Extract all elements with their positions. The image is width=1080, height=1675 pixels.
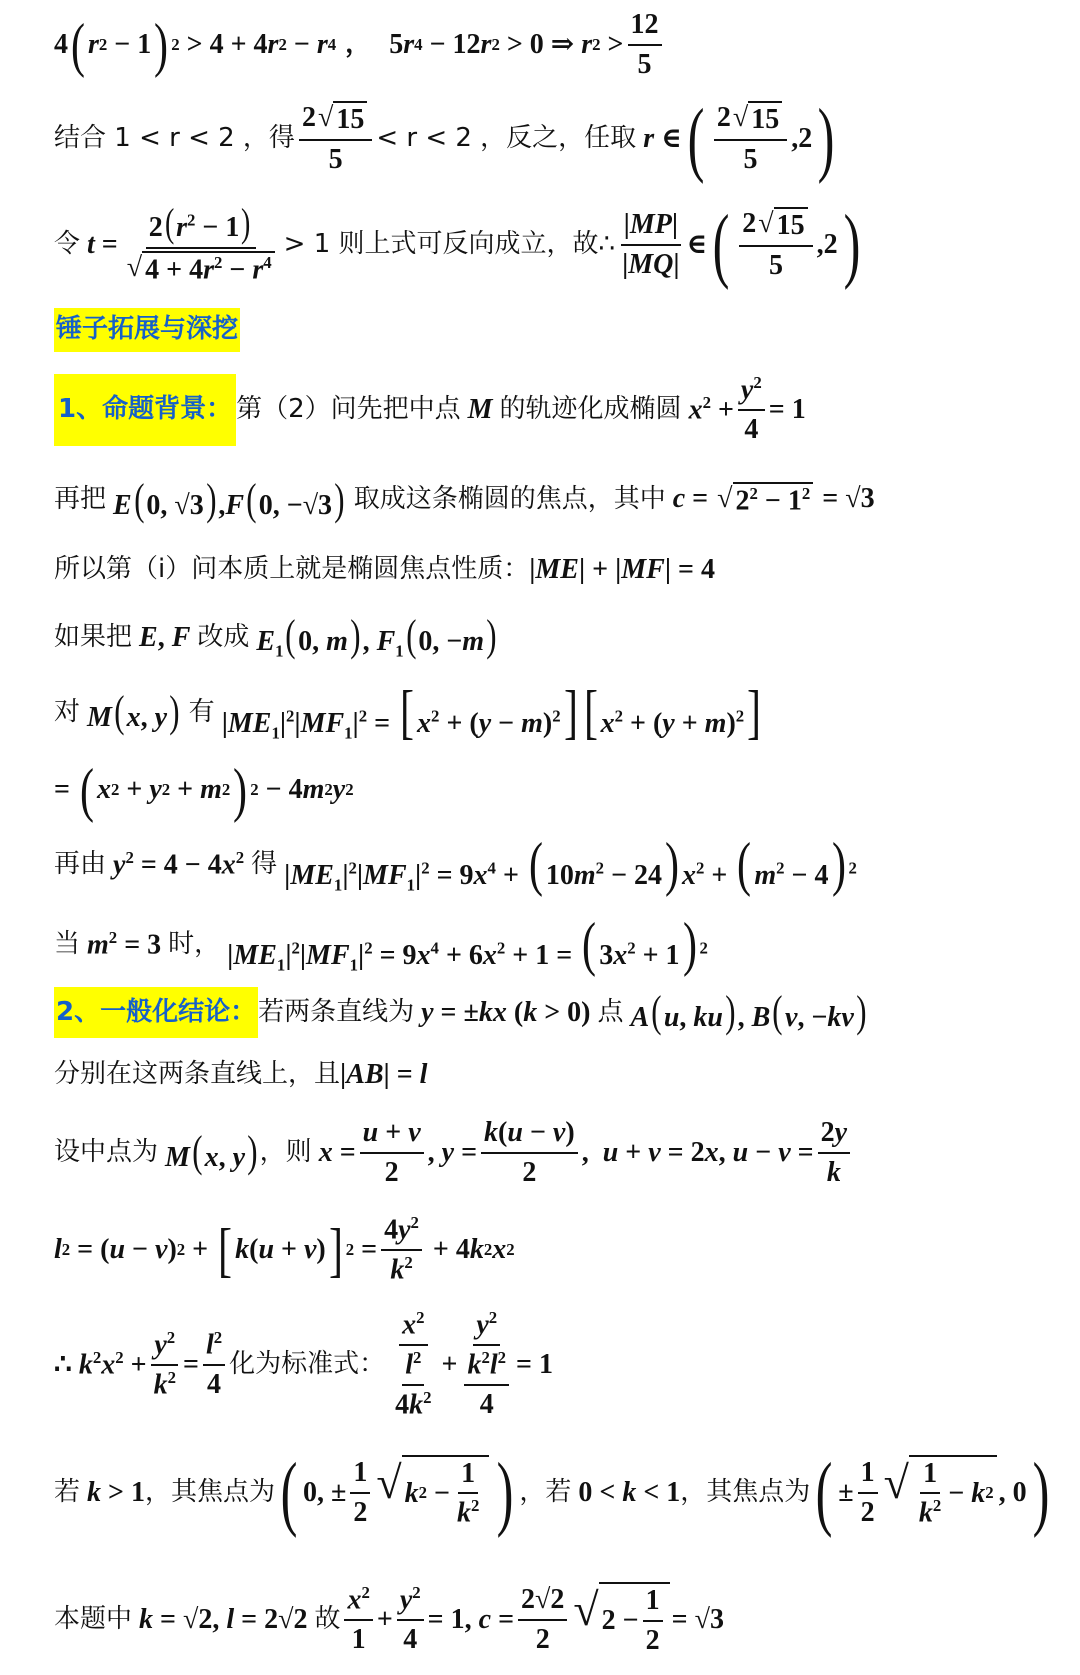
section-title: 锤子拓展与深挖 bbox=[54, 305, 1050, 355]
standard-form-line: ∴ $k^2x^2$ + $\frac{y^2}{k^2}$ = $\frac{l^2}{4}$ 化为标准式： $\frac{x^2}{\frac{l^2}{4k^2}}$ + $\frac{y^2}{\frac{k^2l^2}{4}}$ = 1 bbox=[54, 1308, 554, 1421]
equation-line-2: 结合 1 < r < 2 ，得 2 √ 15 5 < r < 2 ，反之，任取 r ∈ ( 2 √ 15 5 ,2 ) bbox=[54, 92, 835, 185]
equation-line-1: 4 ( r 2 − 1 ) 2 > 4 + 4 r 2 − r 4 ， 5 r 4 − 12 r 2 > 0 ⇒ r 2 > $\frac{12}{5}$ bbox=[54, 10, 1050, 80]
foci-line: 若 k > 1 ，其焦点为 ( 0, ± $\frac{1}{2}$ √ k 2 − $\frac{1}{k^2}$ ) ，若 0 < k < 1 ，其焦点为 ( ± $\frac{1}{2}$ √ $\frac{1}{k^2}$ − k 2 , 0 ) bbox=[54, 1445, 1050, 1539]
general-line: 2、一般化结论： 若两条直线为 y = ±kx (k > 0) 点 A(u, ku), B(v, −kv) bbox=[56, 987, 867, 1037]
midpoint-line: 设中点为 M(x, y) ，则 x = $\frac{u + v}{2}$ , y = $\frac{k(u - v)}{2}$ , u + v = 2x, u − v = $\frac{2y}{k}$ bbox=[54, 1110, 1050, 1195]
conclusion-line: 本题中 k = √2, l = 2√2 故 $\frac{x^2}{1}$ + $\frac{y^2}{4}$ = 1, c = $\frac{2√2}{2}$ √ 2 − $\frac{1}{2}$ = √3 bbox=[54, 1583, 724, 1656]
background-line: 1、命题背景： 第（2）问先把中点 M 的轨迹化成椭圆 $x^2$ + $\frac{y^2}{4}$ = 1 bbox=[54, 370, 1050, 450]
expand-line: = ( x 2 + y 2 + m 2 ) 2 − 4 m 2 y 2 bbox=[54, 757, 354, 823]
property-line: 所以第（ⅰ）问本质上就是椭圆焦点性质： |ME| + |MF| = 4 bbox=[54, 554, 715, 586]
focus-line: 再把 E(0, √3),F(0, −√3) 取成这条椭圆的焦点，其中 c = √ $2^2 - 1^2$ = √3 bbox=[54, 474, 875, 524]
product-line: 对 M(x, y) 有 $|ME_1|^2|MF_1|^2$ = [ $x^2 + (y - m)^2$][ $x^2 + (y + m)^2$] bbox=[54, 678, 762, 745]
substitute-line: 再由 $y^2 = 4 - 4x^2$ 得 $|ME_1|^2|MF_1|^2 = 9x^4$ + ( $10m^2 - 24$) $x^2$ + ( $m^2 - 4$) $^2$ bbox=[54, 831, 857, 898]
equation-line-3: 令 t = $2(r^2 - 1)$ √ $4 + 4r^2 - r^4$ > 1 则上式可反向成立，故∴ $\frac{|MP|}{|MQ|}$ ∈ ( 2 √ 15 5 ,2 ) bbox=[54, 198, 861, 291]
modify-line: 如果把 E, F 改成 $E_1(0$, m), $F_1(0$, −m) bbox=[54, 610, 497, 661]
ab-line: 分别在这两条直线上，且 |AB| = l bbox=[54, 1059, 428, 1091]
length-line: l 2 = ( u − v ) 2 + [ k ( u + v ) ] 2 = $\frac{4y^2}{k^2}$ + 4 k 2 x 2 bbox=[54, 1213, 515, 1286]
special-case-line: 当 $m^2 = 3$ 时， $|ME_1|^2|MF_1|^2 = 9x^4 + 6x^2 + 1$ = ( $3x^2 + 1$) $^2$ bbox=[54, 911, 708, 978]
